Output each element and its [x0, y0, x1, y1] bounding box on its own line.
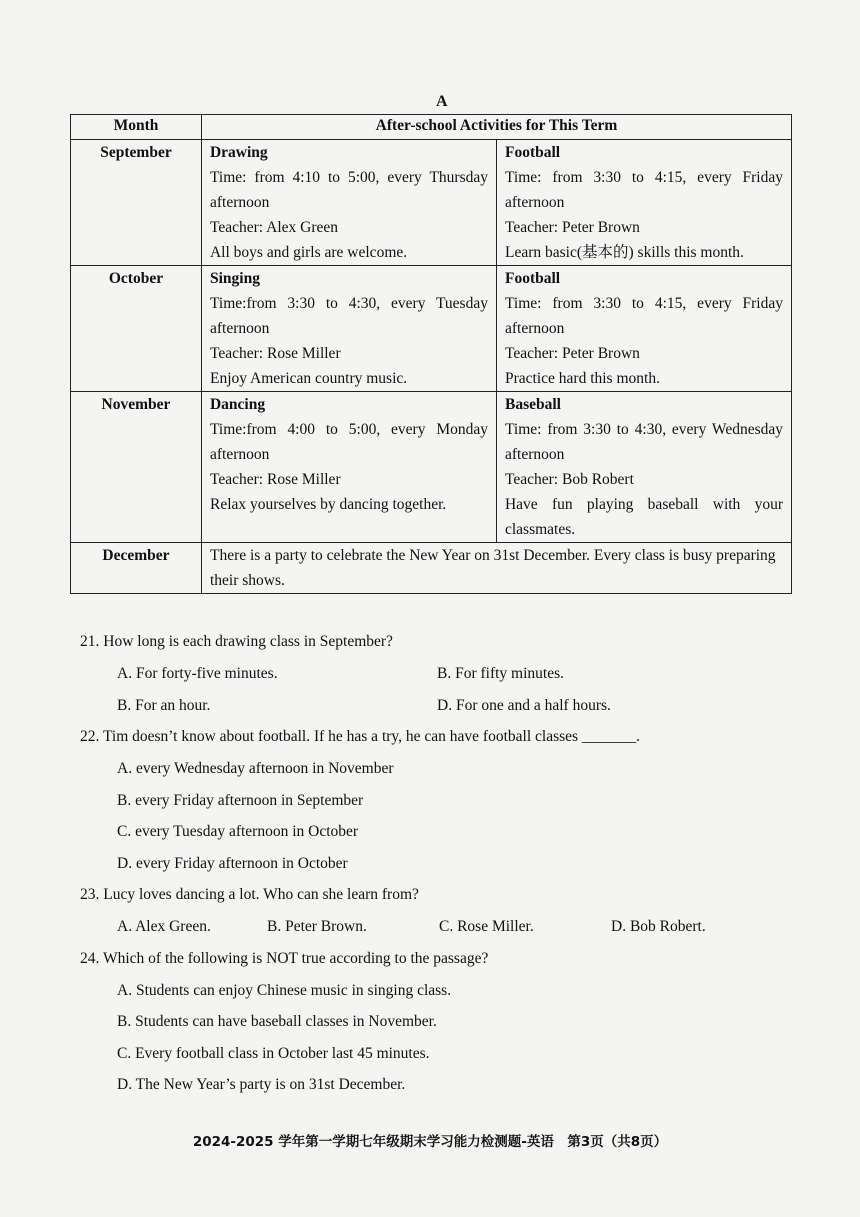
option-d: D. every Friday afternoon in October	[117, 854, 348, 872]
activity-note: Relax yourselves by dancing together.	[209, 496, 447, 513]
activity-note: All boys and girls are welcome.	[209, 244, 408, 261]
activity-cell	[201, 140, 496, 266]
activity-title: Baseball	[504, 396, 561, 413]
activity-teacher: Teacher: Rose Miller	[209, 345, 341, 362]
option-c: C. every Tuesday afternoon in October	[117, 823, 359, 840]
activity-time: Time: from 4:10 to 5:00, every Thursday afternoon	[209, 169, 488, 211]
activity-time: Time: from 3:30 to 4:15, every Friday afternoon	[504, 295, 783, 337]
question-23	[80, 879, 800, 943]
activity-time: Time:from 3:30 to 4:30, every Tuesday afternoon	[209, 295, 488, 337]
month-cell: October	[71, 266, 202, 392]
option-a: A. For forty-five minutes.	[117, 665, 278, 682]
option-c: C. Every football class in October last 45 minutes.	[117, 1044, 430, 1062]
option-b: B. For fifty minutes.	[437, 665, 565, 682]
activity-title: Singing	[209, 270, 260, 287]
activity-title: Football	[504, 144, 561, 161]
question-stem: 21. How long is each drawing class in September?	[80, 633, 393, 650]
activity-note: Have fun playing baseball with your classmates.	[504, 496, 783, 538]
activity-teacher: Teacher: Bob Robert	[504, 471, 634, 488]
month-cell: November	[71, 392, 202, 543]
activity-teacher: Teacher: Alex Green	[209, 219, 338, 236]
month-cell: December	[71, 543, 202, 594]
question-22	[80, 721, 800, 879]
page-footer: 2024-2025 学年第一学期七年级期末学习能力检测题-英语 第3页（共8页）	[192, 1134, 668, 1150]
option-a: A. every Wednesday afternoon in November	[117, 760, 394, 777]
option-d: D. For one and a half hours.	[437, 696, 611, 714]
activity-note: Enjoy American country music.	[209, 370, 408, 387]
activity-cell	[496, 392, 791, 543]
activity-note: Learn basic(基本的) skills this month.	[504, 244, 744, 261]
header-activities: After-school Activities for This Term	[201, 115, 791, 140]
activity-note: Practice hard this month.	[504, 370, 660, 387]
question-stem: 23. Lucy loves dancing a lot. Who can she learn from?	[80, 886, 419, 903]
question-stem: 22. Tim doesn’t know about football. If he has a try, he can have football classes _______.	[80, 728, 641, 745]
activity-title: Dancing	[209, 396, 266, 413]
december-text: There is a party to celebrate the New Year on 31st December. Every class is busy preparing their shows.	[201, 543, 791, 594]
table-row	[71, 266, 792, 392]
table-header-row	[71, 115, 792, 140]
activities-table	[70, 114, 792, 594]
header-month: Month	[71, 115, 202, 140]
activity-time: Time:from 4:00 to 5:00, every Monday afternoon	[209, 421, 488, 463]
option-c: B. For an hour.	[117, 696, 211, 714]
question-21	[80, 626, 800, 721]
activity-time: Time: from 3:30 to 4:15, every Friday afternoon	[504, 169, 783, 211]
option-c: C. Rose Miller.	[439, 918, 534, 935]
questions-section	[80, 626, 800, 1101]
option-a: A. Students can enjoy Chinese music in singing class.	[117, 981, 452, 999]
option-b: B. Students can have baseball classes in November.	[117, 1013, 437, 1030]
question-stem: 24. Which of the following is NOT true according to the passage?	[80, 949, 489, 967]
activity-teacher: Teacher: Rose Miller	[209, 471, 341, 488]
option-row	[80, 658, 800, 690]
table-row	[71, 140, 792, 266]
activity-teacher: Teacher: Peter Brown	[504, 345, 640, 362]
activity-cell	[201, 266, 496, 392]
option-row	[80, 911, 800, 943]
section-letter: A	[436, 93, 448, 110]
activity-time: Time: from 3:30 to 4:30, every Wednesday afternoon	[504, 421, 783, 463]
option-b: B. every Friday afternoon in September	[117, 791, 364, 809]
option-b: B. Peter Brown.	[267, 918, 367, 935]
activity-teacher: Teacher: Peter Brown	[504, 219, 640, 236]
option-row	[80, 690, 800, 722]
option-d: D. Bob Robert.	[611, 918, 706, 935]
question-24	[80, 943, 800, 1101]
month-cell: September	[71, 140, 202, 266]
activity-cell	[496, 266, 791, 392]
activity-cell	[201, 392, 496, 543]
activity-title: Drawing	[209, 144, 268, 161]
option-d: D. The New Year’s party is on 31st December.	[117, 1076, 406, 1093]
table-row	[71, 392, 792, 543]
option-a: A. Alex Green.	[117, 918, 211, 935]
activity-title: Football	[504, 270, 561, 287]
activity-cell	[496, 140, 791, 266]
table-row	[71, 543, 792, 594]
